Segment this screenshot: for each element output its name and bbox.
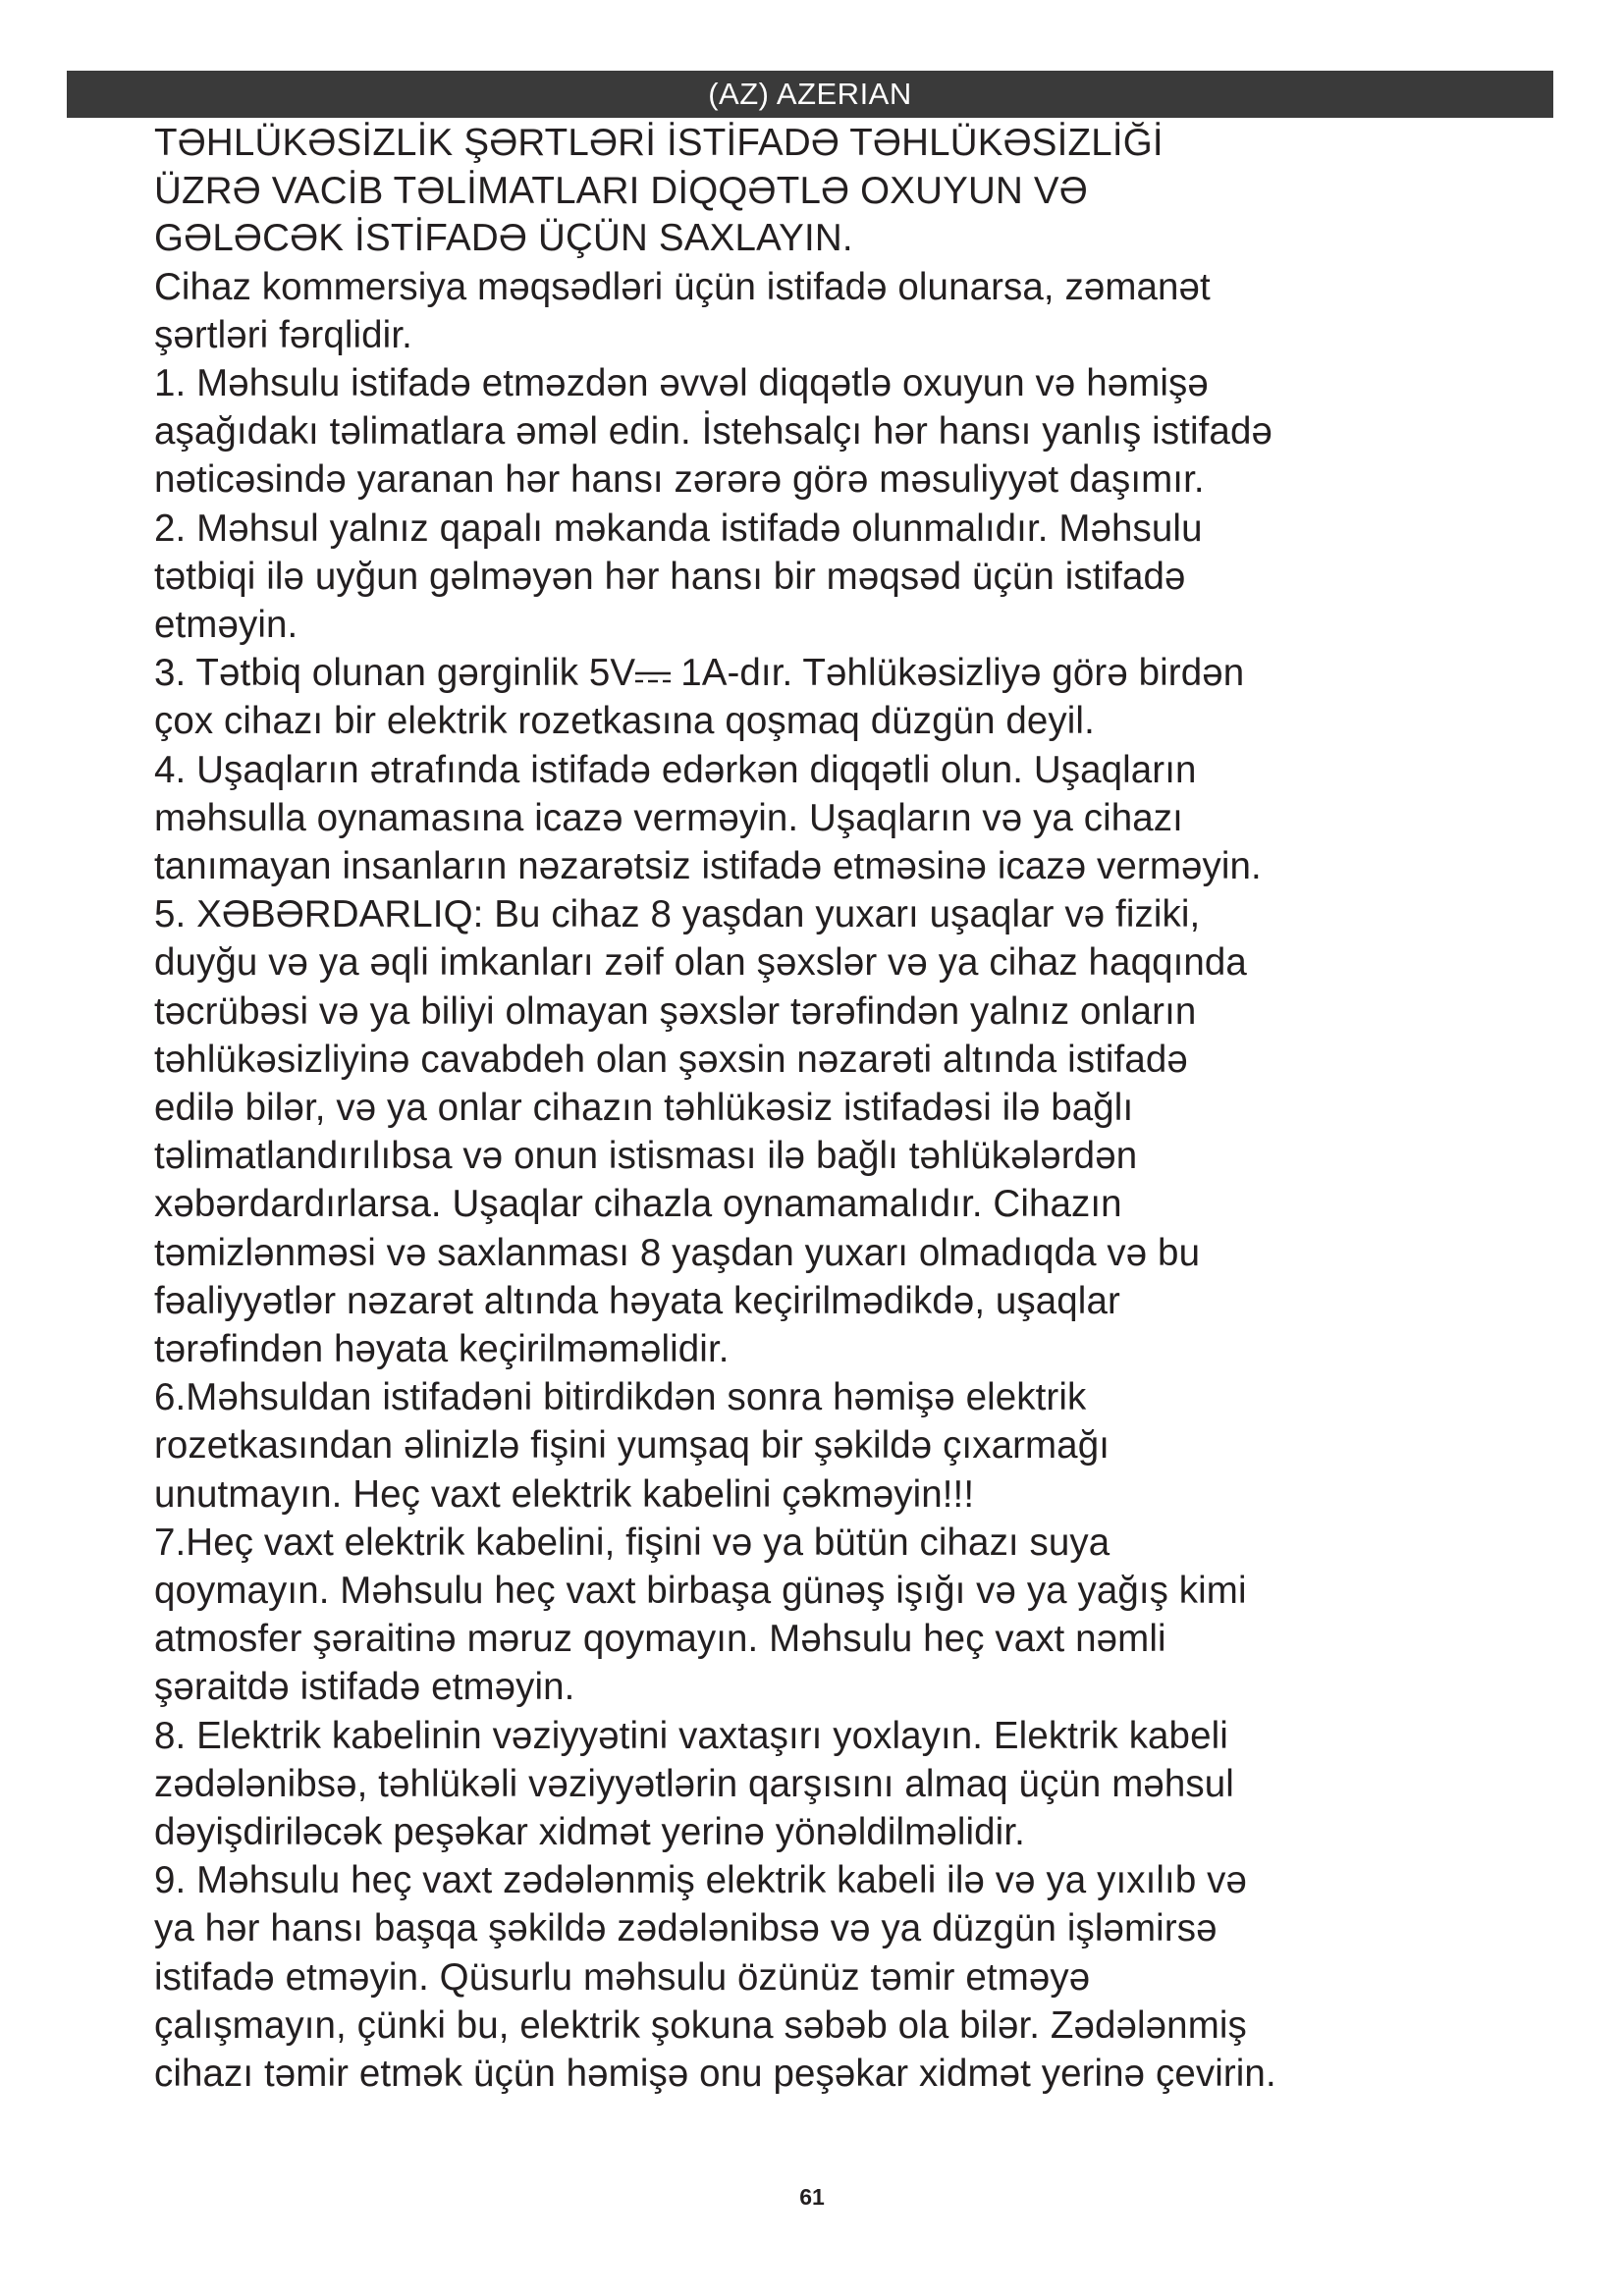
page-number: 61 <box>799 2184 825 2210</box>
text-line: aşağıdakı təlimatlara əməl edin. İstehsalçı hər hansı yanlış istifadə <box>154 410 1272 454</box>
title-line: TƏHLÜKƏSİZLİK ŞƏRTLƏRİ İSTİFADƏ TƏHLÜKƏSİZLİĞİ <box>154 122 1164 164</box>
text-line: 7.Heç vaxt elektrik kabelini, fişini və ya bütün cihazı suya <box>154 1521 1110 1564</box>
text-line: 5. XƏBƏRDARLIQ: Bu cihaz 8 yaşdan yuxarı uşaqlar və fiziki, <box>154 893 1201 936</box>
instruction-item-2 <box>154 505 1519 650</box>
text-line: edilə bilər, və ya onlar cihazın təhlükəsiz istifadəsi ilə bağlı <box>154 1086 1134 1129</box>
text-line: tərəfindən həyata keçirilməməlidir. <box>154 1327 730 1370</box>
text-line: etməyin. <box>154 603 298 646</box>
text-line: rozetkasından əlinizlə fişini yumşaq bir şəkildə çıxarmağı <box>154 1424 1110 1468</box>
text-line: fəaliyyətlər nəzarət altında həyata keçirilmədikdə, uşaqlar <box>154 1279 1120 1322</box>
text-line: təhlükəsizliyinə cavabdeh olan şəxsin nəzarəti altında istifadə <box>154 1038 1188 1081</box>
text-line: dəyişdiriləcək peşəkar xidmət yerinə yönəldilməlidir. <box>154 1811 1025 1853</box>
instruction-item-8 <box>154 1712 1519 1857</box>
instruction-item-3 <box>154 649 1519 745</box>
text-line: zədələnibsə, təhlükəli vəziyyətlərin qarşısını almaq üçün məhsul <box>154 1762 1234 1805</box>
text-line: təcrübəsi və ya biliyi olmayan şəxslər tərəfindən yalnız onların <box>154 989 1197 1033</box>
text-line: şəraitdə istifadə etməyin. <box>154 1666 575 1709</box>
title-line: ÜZRƏ VACİB TƏLİMATLARI DİQQƏTLƏ OXUYUN VƏ <box>154 169 1088 212</box>
text-line: təlimatlandırılıbsa və onun istisması ilə bağlı təhlükələrdən <box>154 1135 1138 1178</box>
instruction-item-7 <box>154 1519 1519 1712</box>
page-title <box>154 120 1519 263</box>
text-line: məhsulla oynamasına icazə verməyin. Uşaqların və ya cihazı <box>154 796 1183 839</box>
text-line: xəbərdardırlarsa. Uşaqlar cihazla oynamamalıdır. Cihazın <box>154 1183 1122 1226</box>
text-line: atmosfer şəraitinə məruz qoymayın. Məhsulu heç vaxt nəmli <box>154 1618 1166 1661</box>
text-line: nəticəsində yaranan hər hansı zərərə görə məsuliyyət daşımır. <box>154 458 1205 502</box>
text-line: cihazı təmir etmək üçün həmişə onu peşəkar xidmət yerinə çevirin. <box>154 2053 1276 2096</box>
text-line: təmizlənməsi və saxlanması 8 yaşdan yuxarı olmadıqda və bu <box>154 1231 1201 1274</box>
text-line: qoymayın. Məhsulu heç vaxt birbaşa günəş işığı və ya yağış kimi <box>154 1569 1247 1612</box>
text-line-with-dc-symbol <box>154 649 1519 697</box>
text-line: 1. Məhsulu istifadə etməzdən əvvəl diqqətlə oxuyun və həmişə <box>154 361 1209 404</box>
intro-paragraph <box>154 263 1519 359</box>
text-line: duyğu və ya əqli imkanları zəif olan şəxslər və ya cihaz haqqında <box>154 941 1247 985</box>
text-segment: 3. Tətbiq olunan gərginlik 5V <box>154 652 636 695</box>
language-header-bar <box>67 71 1553 118</box>
instruction-item-6 <box>154 1373 1519 1519</box>
text-line: 8. Elektrik kabelinin vəziyyətini vaxtaşırı yoxlayın. Elektrik kabeli <box>154 1714 1228 1757</box>
language-label: (AZ) AZERIAN <box>708 77 912 111</box>
instruction-item-4 <box>154 746 1519 891</box>
instruction-item-5-warning <box>154 890 1519 1373</box>
text-line: tanımayan insanların nəzarətsiz istifadə etməsinə icazə verməyin. <box>154 844 1262 887</box>
text-line: 6.Məhsuldan istifadəni bitirdikdən sonra həmişə elektrik <box>154 1376 1087 1419</box>
text-line: istifadə etməyin. Qüsurlu məhsulu özünüz təmir etməyə <box>154 1955 1091 1999</box>
text-line: 2. Məhsul yalnız qapalı məkanda istifadə olunmalıdır. Məhsulu <box>154 507 1203 550</box>
title-line: GƏLƏCƏK İSTİFADƏ ÜÇÜN SAXLAYIN. <box>154 217 853 259</box>
text-line: çalışmayın, çünki bu, elektrik şokuna səbəb ola bilər. Zədələnmiş <box>154 2003 1247 2047</box>
text-line: 4. Uşaqların ətrafında istifadə edərkən diqqətli olun. Uşaqların <box>154 748 1197 791</box>
text-line: unutmayın. Heç vaxt elektrik kabelini çəkməyin!!! <box>154 1472 975 1516</box>
safety-instructions <box>154 120 1519 2098</box>
text-line: tətbiqi ilə uyğun gəlməyən hər hansı bir məqsəd üçün istifadə <box>154 555 1186 598</box>
text-line: Cihaz kommersiya məqsədləri üçün istifadə olunarsa, zəmanət <box>154 265 1211 308</box>
instruction-item-9 <box>154 1856 1519 2098</box>
text-line: 9. Məhsulu heç vaxt zədələnmiş elektrik kabeli ilə və ya yıxılıb və <box>154 1859 1248 1902</box>
direct-current-icon <box>631 667 675 687</box>
instruction-item-1 <box>154 359 1519 505</box>
text-segment: 1A-dır. Təhlükəsizliyə görə birdən <box>680 652 1245 695</box>
text-line: şərtləri fərqlidir. <box>154 313 412 356</box>
text-line: çox cihazı bir elektrik rozetkasına qoşmaq düzgün deyil. <box>154 700 1095 743</box>
text-line: ya hər hansı başqa şəkildə zədələnibsə və ya düzgün işləmirsə <box>154 1907 1218 1950</box>
